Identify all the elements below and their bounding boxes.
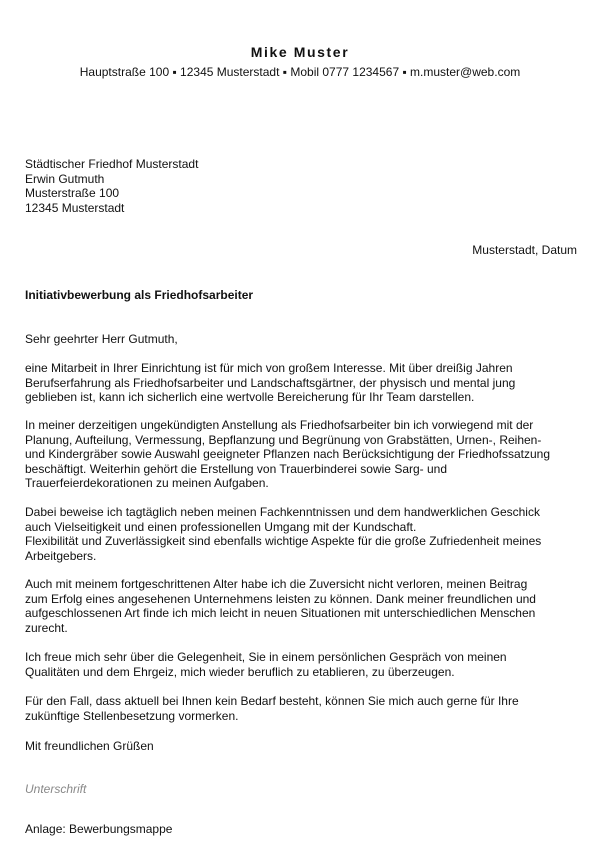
paragraph-line: Arbeitgebers. (25, 548, 97, 563)
paragraph-line: Qualitäten und dem Ehrgeiz, mich wieder beruflich zu etablieren, zu überzeugen. (25, 664, 455, 679)
paragraph-line: Planung, Aufteilung, Vermessung, Bepflanzung und Begrünung von Grabstätten, Urnen-, Reihen- (25, 432, 542, 447)
paragraph-1 (25, 361, 580, 405)
letter-subject: Initiativbewerbung als Friedhofsarbeiter (25, 288, 254, 302)
paragraph-line: In meiner derzeitigen ungekündigten Anstellung als Friedhofsarbeiter bin ich vorwiegend mit der (25, 418, 534, 432)
paragraph-line: und Kindergräber sowie Auswahl geeigneter Pflanzen nach Berücksichtigung der Friedhofssatzung (25, 447, 550, 461)
paragraph-line: beschäftigt. Weiterhin gehört die Erstellung von Trauerbinderei sowie Sarg- und (25, 461, 448, 476)
recipient-street: Musterstraße 100 (25, 186, 120, 200)
paragraph-3 (25, 505, 580, 563)
paragraph-line: Trauerfeierdekorationen zu meinen Aufgaben. (25, 476, 269, 490)
paragraph-line: Berufserfahrung als Friedhofsarbeiter und Landschaftsgärtner, der physisch und mental jung (25, 375, 516, 390)
paragraph-line: auch Vielseitigkeit und einen professionellen Umgang mit der Kundschaft. (25, 519, 417, 534)
paragraph-line: geblieben ist, kann ich sicherlich eine wertvolle Bereicherung für Ihr Team darstellen. (25, 390, 475, 404)
paragraph-line: Dabei beweise ich tagtäglich neben meinen Fachkenntnissen und dem handwerklichen Geschick (25, 505, 540, 519)
sender-name: Mike Muster (250, 44, 350, 60)
recipient-person: Erwin Gutmuth (25, 171, 105, 186)
paragraph-6 (25, 694, 580, 723)
paragraph-line: eine Mitarbeit in Ihrer Einrichtung ist für mich von großem Interesse. Mit über dreißig Jahren (25, 361, 513, 375)
recipient-organization: Städtischer Friedhof Musterstadt (25, 157, 199, 171)
paragraph-line: Für den Fall, dass aktuell bei Ihnen kein Bedarf besteht, können Sie mich auch gerne für Ihre (25, 694, 519, 708)
paragraph-line: zukünftige Stellenbesetzung vormerken. (25, 708, 239, 723)
recipient-city: 12345 Musterstadt (25, 200, 125, 215)
paragraph-4 (25, 577, 580, 635)
salutation: Sehr geehrter Herr Gutmuth, (25, 332, 178, 346)
paragraph-line: aufgeschlossenen Art finde ich mich leicht in neuen Situationen mit unterschiedlichen Menschen (25, 606, 536, 620)
attachment-note: Anlage: Bewerbungsmappe (25, 822, 173, 836)
paragraph-2 (25, 418, 580, 491)
paragraph-line: Flexibilität und Zuverlässigkeit sind ebenfalls wichtige Aspekte für die große Zufriedenheit meines (25, 534, 542, 548)
paragraph-line: zum Erfolg eines angesehenen Unternehmens leisten zu können. Dank meiner freundlichen und (25, 591, 536, 606)
closing-phrase: Mit freundlichen Grüßen (25, 739, 154, 753)
sender-contact-line: Hauptstraße 100 ▪ 12345 Musterstadt ▪ Mobil 0777 1234567 ▪ m.muster@web.com (79, 65, 521, 79)
place-date: Musterstadt, Datum (472, 243, 577, 257)
paragraph-5 (25, 650, 580, 679)
paragraph-line: zurecht. (25, 620, 68, 635)
signature-placeholder: Unterschrift (25, 782, 87, 796)
recipient-address (25, 157, 580, 215)
paragraph-line: Auch mit meinem fortgeschrittenen Alter habe ich die Zuversicht nicht verloren, meinen Beitrag (25, 577, 528, 591)
paragraph-line: Ich freue mich sehr über die Gelegenheit, Sie in einem persönlichen Gespräch von meinen (25, 650, 507, 664)
